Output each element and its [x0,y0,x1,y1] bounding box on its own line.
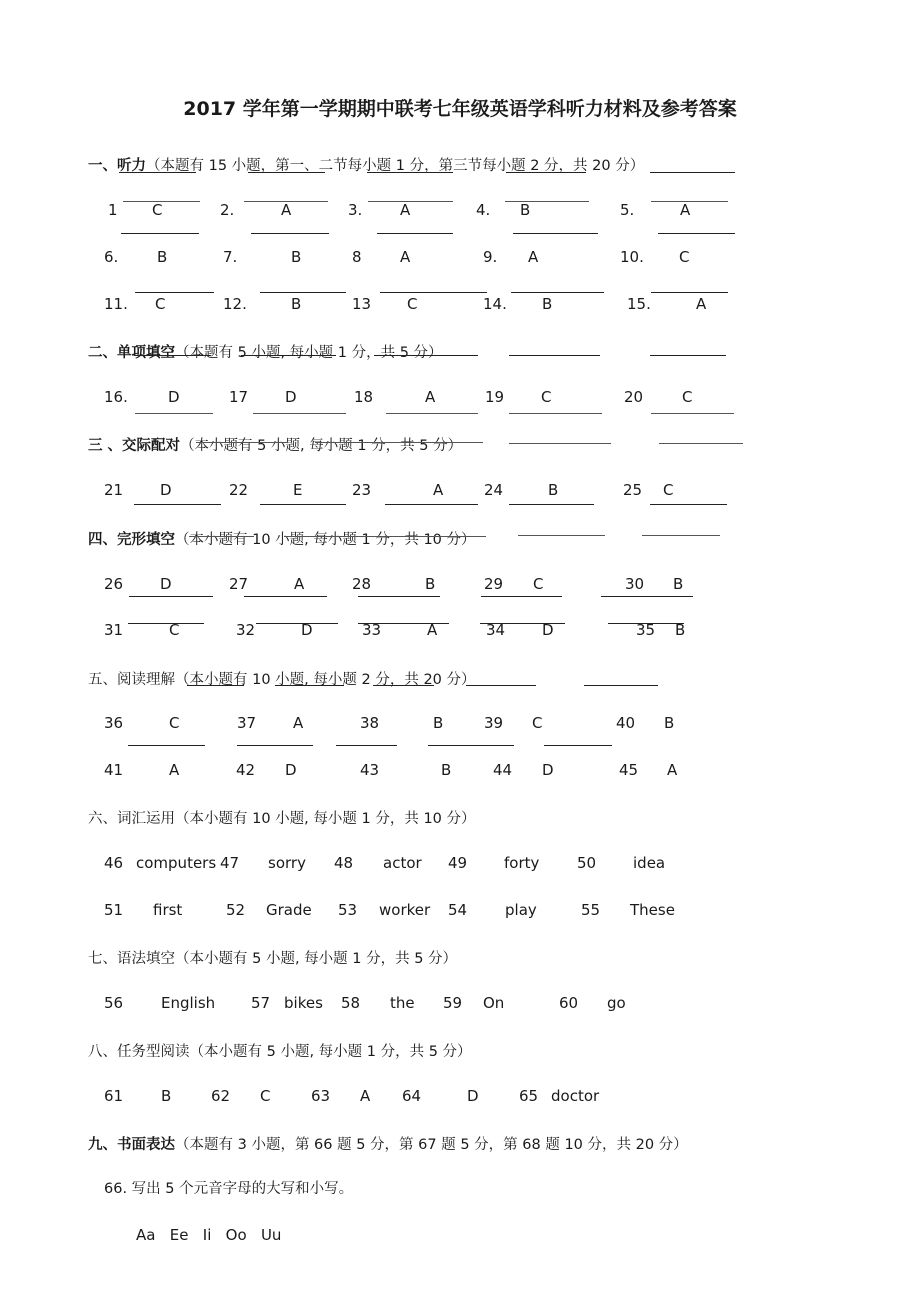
answer-value: C [532,714,543,732]
section-8-title: 八、 [88,1044,117,1060]
question-number: 30 [625,575,645,593]
question-66-answer: Aa Ee Ii Oo Uu [136,1226,282,1244]
question-number: 41 [104,761,124,779]
answer-value: C [533,575,544,593]
answer-value: These [630,901,675,919]
question-number: 28 [352,575,372,593]
answer-value: A [281,201,292,219]
answer-value: B [673,575,684,593]
question-number: 34 [486,621,506,639]
section-5-note: 阅读理解（本小题有 10 小题, 每小题 2 分，共 20 分） [117,672,476,688]
question-number: 59 [443,994,463,1012]
question-number: 65 [519,1087,539,1105]
answer-value: C [169,621,180,639]
question-number: 61 [104,1087,124,1105]
answer-value: B [291,248,302,266]
answer-value: A [360,1087,371,1105]
answer-value: actor [383,854,422,872]
question-number: 4. [476,201,491,219]
answer-value: B [157,248,168,266]
answer-value: play [505,901,537,919]
question-number: 21 [104,481,124,499]
question-number: 36 [104,714,124,732]
section-6-title: 六、 [88,811,117,827]
question-number: 33 [362,621,382,639]
section-8-heading [88,1040,472,1061]
section-9-title: 九、书面表达 [88,1137,175,1153]
answer-value: A [433,481,444,499]
question-number: 19 [485,388,505,406]
question-number: 49 [448,854,468,872]
answer-value: A [696,295,707,313]
section-6-note: 词汇运用（本小题有 10 小题, 每小题 1 分，共 10 分） [117,811,476,827]
answer-value: C [407,295,418,313]
question-number: 5. [620,201,635,219]
section-4-note: （本小题有 10 小题, 每小题 1 分，共 10 分） [175,532,476,548]
question-number: 13 [352,295,372,313]
section-3-note: （本小题有 5 小题, 每小题 1 分，共 5 分） [180,438,463,454]
question-number: 10. [620,248,644,266]
page-title: 2017 学年第一学期期中联考七年级英语学科听力材料及参考答案 [183,98,737,120]
answer-value: A [294,575,305,593]
answer-value: B [441,761,452,779]
question-number: 6. [104,248,119,266]
answer-value: B [548,481,559,499]
question-number: 8 [352,248,362,266]
answer-value: B [520,201,531,219]
question-number: 20 [624,388,644,406]
question-number: 14. [483,295,507,313]
question-number: 44 [493,761,513,779]
answer-value: C [169,714,180,732]
question-number: 2. [220,201,235,219]
answer-value: first [153,901,183,919]
answer-value: Grade [266,901,312,919]
question-number: 29 [484,575,504,593]
question-number: 27 [229,575,249,593]
answer-value: the [390,994,415,1012]
section-7-note: 语法填空（本小题有 5 小题, 每小题 1 分，共 5 分） [117,951,458,967]
answer-value: D [160,575,172,593]
section-2-note: （本题有 5 小题, 每小题 1 分，共 5 分） [175,345,443,361]
answer-value: A [427,621,438,639]
section-9-note: （本题有 3 小题，第 66 题 5 分，第 67 题 5 分，第 68 题 10 分，共 20 分） [175,1137,688,1153]
answer-value: bikes [284,994,323,1012]
question-number: 7. [223,248,238,266]
section-7-title: 七、 [88,951,117,967]
question-number: 58 [341,994,361,1012]
question-number: 50 [577,854,597,872]
question-number: 45 [619,761,639,779]
question-number: 43 [360,761,380,779]
answer-value: sorry [268,854,306,872]
answer-value: D [285,388,297,406]
answer-value: go [607,994,626,1012]
answer-value: A [528,248,539,266]
question-number: 53 [338,901,358,919]
question-number: 12. [223,295,247,313]
answer-value: C [155,295,166,313]
answer-value: D [301,621,313,639]
section-4-title: 四、完形填空 [88,532,175,548]
answer-value: D [542,621,554,639]
section-7-heading [88,947,457,968]
question-number: 31 [104,621,124,639]
question-number: 47 [220,854,240,872]
answer-value: A [400,201,411,219]
section-4-heading [88,528,476,549]
question-number: 42 [236,761,256,779]
answer-value: A [169,761,180,779]
question-number: 52 [226,901,246,919]
question-number: 56 [104,994,124,1012]
answer-value: worker [379,901,431,919]
section-3-title: 三 、交际配对 [88,438,181,454]
question-66-prompt: 66. 写出 5 个元音字母的大写和小写。 [104,1181,354,1197]
answer-value: forty [504,854,540,872]
answer-value: B [433,714,444,732]
answer-value: A [293,714,304,732]
question-number: 64 [402,1087,422,1105]
question-number: 38 [360,714,380,732]
question-number: 63 [311,1087,331,1105]
answer-value: D [542,761,554,779]
answer-value: A [667,761,678,779]
answer-value: computers [136,854,217,872]
question-number: 17 [229,388,249,406]
question-number: 15. [627,295,651,313]
answer-value: English [161,994,216,1012]
answer-value: C [541,388,552,406]
question-number: 32 [236,621,256,639]
answer-value: C [682,388,693,406]
question-number: 60 [559,994,579,1012]
question-number: 46 [104,854,124,872]
section-9-heading [88,1133,688,1154]
answer-value: C [260,1087,271,1105]
answer-value: On [483,994,505,1012]
answer-value: B [291,295,302,313]
question-number: 39 [484,714,504,732]
question-number: 51 [104,901,124,919]
question-number: 16. [104,388,128,406]
section-1-note: （本题有 15 小题，第一、二节每小题 1 分，第三节每小题 2 分，共 20 分） [146,158,645,174]
answer-value: D [467,1087,479,1105]
question-number: 35 [636,621,656,639]
answer-value: D [168,388,180,406]
answer-value: A [400,248,411,266]
question-number: 9. [483,248,498,266]
answer-value: A [425,388,436,406]
answer-value: C [679,248,690,266]
section-3-heading [88,434,462,455]
section-6-heading [88,807,476,828]
question-number: 18 [354,388,374,406]
answer-value: C [663,481,674,499]
answer-value: E [293,481,303,499]
answer-value: D [160,481,172,499]
answer-value: B [425,575,436,593]
question-number: 57 [251,994,271,1012]
question-number: 22 [229,481,249,499]
answer-value: B [161,1087,172,1105]
question-number: 37 [237,714,257,732]
answer-value: C [152,201,163,219]
question-number: 48 [334,854,354,872]
answer-value: B [664,714,675,732]
question-number: 54 [448,901,468,919]
section-1-title: 一、听力 [88,158,146,174]
question-number: 62 [211,1087,231,1105]
answer-value: idea [633,854,666,872]
section-8-note: 任务型阅读（本小题有 5 小题, 每小题 1 分，共 5 分） [117,1044,472,1060]
question-number: 25 [623,481,643,499]
section-2-heading [88,341,443,362]
question-number: 26 [104,575,124,593]
answer-value: A [680,201,691,219]
answer-value: doctor [551,1087,600,1105]
question-number: 3. [348,201,363,219]
section-2-title: 二、单项填空 [88,345,175,361]
question-number: 24 [484,481,504,499]
question-number: 1 [108,201,118,219]
question-number: 23 [352,481,372,499]
answer-value: B [542,295,553,313]
answer-value: D [285,761,297,779]
answer-value: B [675,621,686,639]
question-number: 55 [581,901,601,919]
question-number: 11. [104,295,128,313]
section-5-title: 五、 [88,672,117,688]
question-number: 40 [616,714,636,732]
